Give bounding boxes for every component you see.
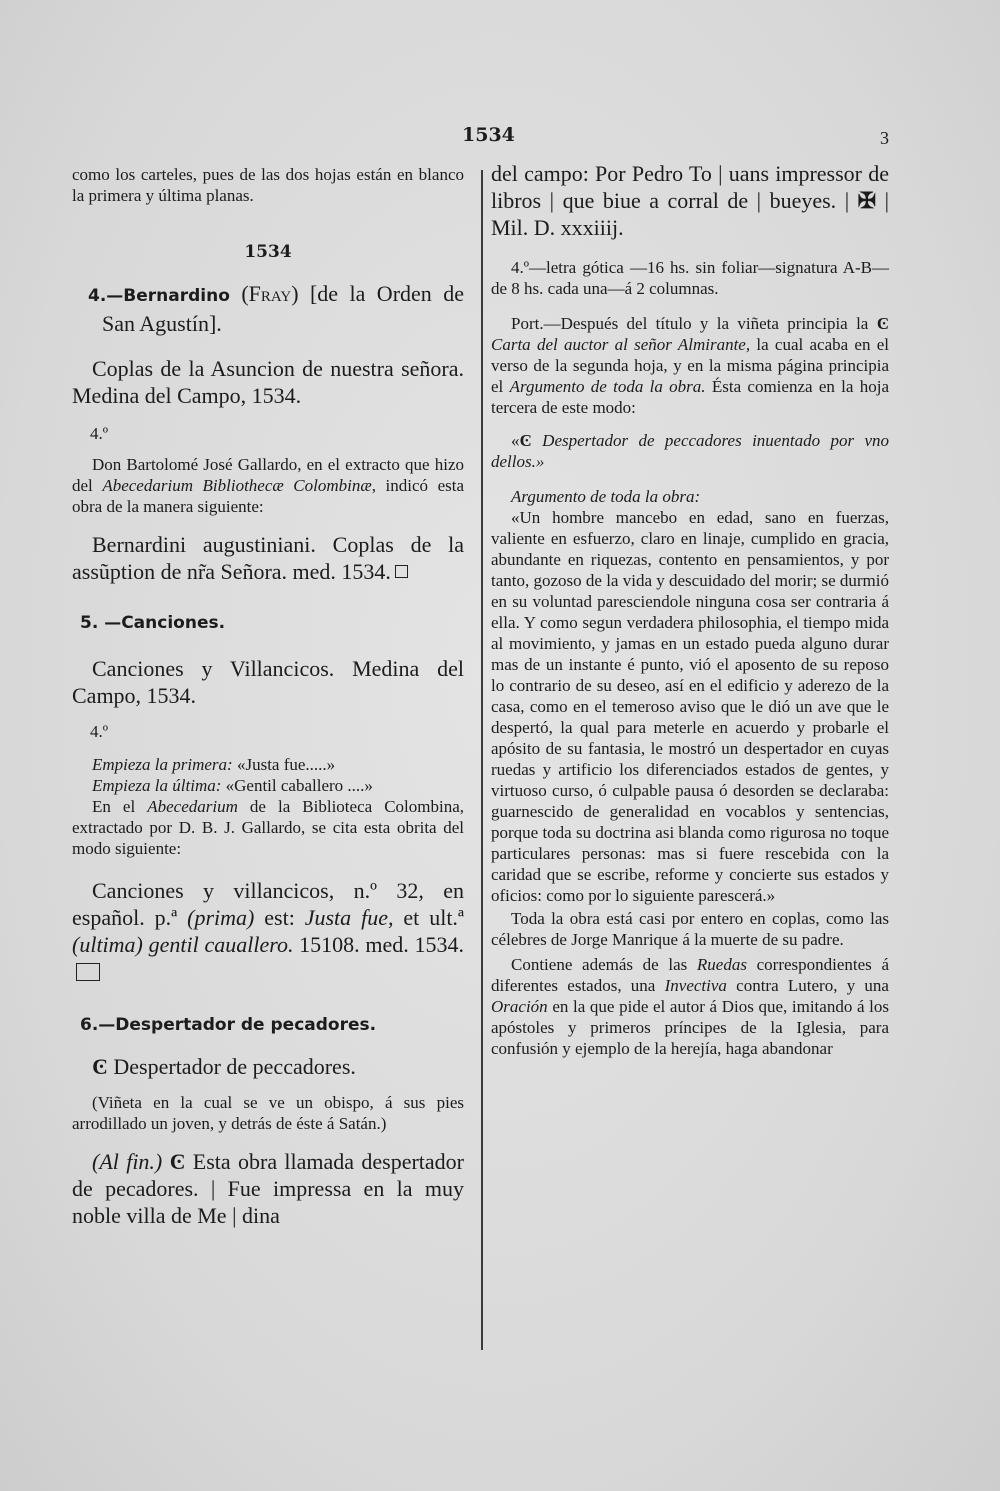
entry-4-desc-c: , indicó esta obra de la manera siguiente: bbox=[72, 476, 464, 516]
para3-f: Oración bbox=[491, 997, 548, 1016]
entry-5-heading bbox=[76, 613, 464, 633]
intro-text bbox=[72, 164, 464, 206]
pilcrow-icon: Ͼ bbox=[519, 431, 532, 450]
entry-4-description bbox=[72, 454, 464, 517]
entry-5-quote-i: 15108. med. 1534. bbox=[293, 932, 464, 957]
quote-despertador bbox=[491, 430, 889, 472]
entry-5-quote-d: Justa fue, bbox=[304, 905, 394, 930]
page-number: 3 bbox=[880, 128, 889, 148]
entry-6-title-text: Despertador de peccadores. bbox=[113, 1054, 356, 1079]
entry-5-quote-b: (prima) bbox=[187, 905, 255, 930]
portada-description bbox=[491, 313, 889, 418]
argument-label bbox=[491, 486, 889, 507]
entry-4-author: Bernardino bbox=[123, 286, 230, 306]
colophon-cont-text: del campo: Por Pedro To | uans impressor de libros | que biue a corral de | bueyes. | bbox=[491, 161, 889, 213]
entry-5-desc-c: de la Biblioteca Colombina, extractado por D. B. J. Gallardo, se cita esta obrita del modo siguiente: bbox=[72, 797, 464, 858]
entry-4-order: [de la Orden de San Agustín]. bbox=[102, 281, 464, 336]
running-head-year: 1534 bbox=[462, 124, 515, 146]
colophon-end-text: | Mil. D. xxxiiij. bbox=[491, 188, 889, 240]
collation: 4.º—letra gótica —16 hs. sin foliar—signatura A-B—de 8 hs. cada una—á 2 columnas. bbox=[491, 258, 889, 298]
para3-d: Invectiva bbox=[664, 976, 727, 995]
pilcrow-icon: Ͼ bbox=[169, 1149, 186, 1174]
entry-5-quote-a: Canciones y villancicos, n.º 32, en español. p.ª bbox=[72, 878, 464, 930]
para3-a: Contiene además de las bbox=[511, 955, 697, 974]
para3-g: en la que pide el autor á Dios que, imitando á los apóstoles y primeros príncipes de la Iglesia, para confusión y ejemplo de la herejía, haga abandonar bbox=[491, 997, 889, 1058]
entry-5-quote bbox=[72, 877, 464, 985]
entry-6-heading-text: 6.—Despertador de pecadores. bbox=[80, 1015, 377, 1035]
entry-4-fray: (Fray) bbox=[241, 281, 299, 306]
square-mark-icon bbox=[395, 565, 408, 578]
entry-5-first-line bbox=[72, 754, 464, 775]
book-mark-icon bbox=[76, 963, 100, 981]
intro-line-1: como los carteles, pues de las dos hojas están bbox=[72, 165, 392, 184]
pilcrow-icon: Ͼ bbox=[876, 314, 889, 333]
entry-5-desc-title: Abecedarium bbox=[147, 797, 238, 816]
entry-5-quote-c: est: bbox=[254, 905, 305, 930]
quote-open: « bbox=[511, 431, 520, 450]
pilcrow-icon: Ͼ bbox=[92, 1054, 108, 1079]
entry-4-number: 4.— bbox=[88, 286, 124, 306]
entry-5-last-label: Empieza la última: bbox=[92, 776, 222, 795]
argument-label-text: Argumento de toda la obra: bbox=[511, 487, 701, 506]
argument-text: «Un hombre mancebo en edad, sano en fuerzas, valiente en esfuerzo, claro en linaje, cumplido en gracia, abundante en riquezas, contento en pensamientos, y por tanto, gozoso de la vida y descuidado del morir; se durmió en su voluntad paresciendole ninguna cosa ser contraria á ella. Y como segun verdadera philosophia, el tiempo mida al movimiento, y jamas en un estado pueda alguno durar mas de un instante é punto, vió el aposento de su reposo lo contrario de su deseo, así en el edificio y aderezo de la casa, como en el temeroso aviso que le dió un ave que le despertó, la qual para meterle en acuerdo y probarle el apósito de su fantasia, le mostró un despertador en cuyas ruedas y artificio los diferenciados estados de gentes, y virtuoso curso, ó culpable pausa ó desorden se declaraba: guarnescido de generalidad en vocablos y sentencias, porque toda su doctrina asi blanda como rigurosa no toque particulares personas: mas si fuere rescebida con la caridad que se escribe, reforme y concierte sus estados y oficios: como por lo siguiente parescerá.» bbox=[491, 508, 889, 905]
entry-5-heading-text: 5. —Canciones. bbox=[80, 613, 226, 633]
entry-5-first-label: Empieza la primera: bbox=[92, 755, 233, 774]
entry-4-title: Coplas de la Asuncion de nuestra señora. Medina del Campo, 1534. bbox=[72, 356, 464, 408]
entry-6-vignette: (Viñeta en la cual se ve un obispo, á sus pies arrodillado un joven, y detrás de éste á Satán.) bbox=[72, 1093, 464, 1133]
colophon-label: (Al fin.) bbox=[92, 1149, 163, 1174]
entry-5-format: 4.º bbox=[90, 722, 109, 741]
entry-5-quote-e: et ult.ª bbox=[393, 905, 464, 930]
entry-6-heading bbox=[76, 1015, 464, 1035]
port-b: Carta del auctor al señor Almirante, bbox=[491, 335, 751, 354]
colophon-text: Esta obra llamada despertador de pecadores. | Fue impressa en la muy noble villa de Me | dina bbox=[72, 1149, 465, 1228]
entry-4-heading bbox=[72, 280, 464, 337]
intro-line-2: en blanco la primera y última planas. bbox=[72, 165, 464, 205]
paragraph-contents bbox=[491, 954, 889, 1059]
entry-6-colophon bbox=[72, 1148, 464, 1229]
port-d: Argumento de toda la obra. bbox=[509, 377, 706, 396]
para3-c: correspondientes á diferentes estados, una bbox=[491, 955, 889, 995]
para3-e: contra Lutero, y una bbox=[726, 976, 889, 995]
colophon-continued bbox=[491, 160, 889, 241]
entry-6-title bbox=[72, 1053, 464, 1080]
entry-5-quote-h: gentil cauallero. bbox=[148, 932, 294, 957]
entry-4-desc-title: Abecedarium Bibliothecæ Colombinæ bbox=[102, 476, 372, 495]
entry-4-quote-text: Bernardini augustiniani. Coplas de la assũption de nr̃a Señora. med. 1534. bbox=[72, 532, 464, 584]
port-c: la cual acaba en el verso de la segunda hoja, y en la misma página principia el bbox=[491, 335, 889, 396]
entry-5-first-text: «Justa fue.....» bbox=[232, 755, 336, 774]
entry-5-last-line bbox=[72, 775, 464, 796]
port-e: Ésta comienza en la hoja tercera de este modo: bbox=[491, 377, 890, 417]
port-a: Port.—Después del título y la viñeta principia la bbox=[511, 314, 877, 333]
entry-5-desc-a: En el bbox=[92, 797, 148, 816]
para3-b: Ruedas bbox=[696, 955, 747, 974]
year-heading: 1534 bbox=[244, 242, 292, 262]
entry-4-quote bbox=[72, 531, 464, 585]
cross-icon: ✠ bbox=[857, 188, 877, 213]
quote-despertador-text: Despertador de peccadores inuentado por vno dellos.» bbox=[491, 431, 890, 471]
column-divider bbox=[481, 170, 483, 1350]
right-column bbox=[491, 160, 889, 1059]
entry-5-quote-f: (ultima) bbox=[72, 932, 143, 957]
left-column bbox=[72, 160, 464, 1229]
entry-5-title: Canciones y Villancicos. Medina del Campo, 1534. bbox=[72, 656, 464, 708]
entry-4-desc-a: Don Bartolomé José Gallardo, en el extracto que hizo del bbox=[72, 455, 464, 495]
entry-5-description bbox=[72, 796, 464, 859]
paragraph-coplas: Toda la obra está casi por entero en coplas, como las célebres de Jorge Manrique á la muerte de su padre. bbox=[491, 909, 889, 949]
entry-5-last-text: «Gentil caballero ....» bbox=[221, 776, 373, 795]
entry-4-format: 4.º bbox=[90, 424, 109, 443]
